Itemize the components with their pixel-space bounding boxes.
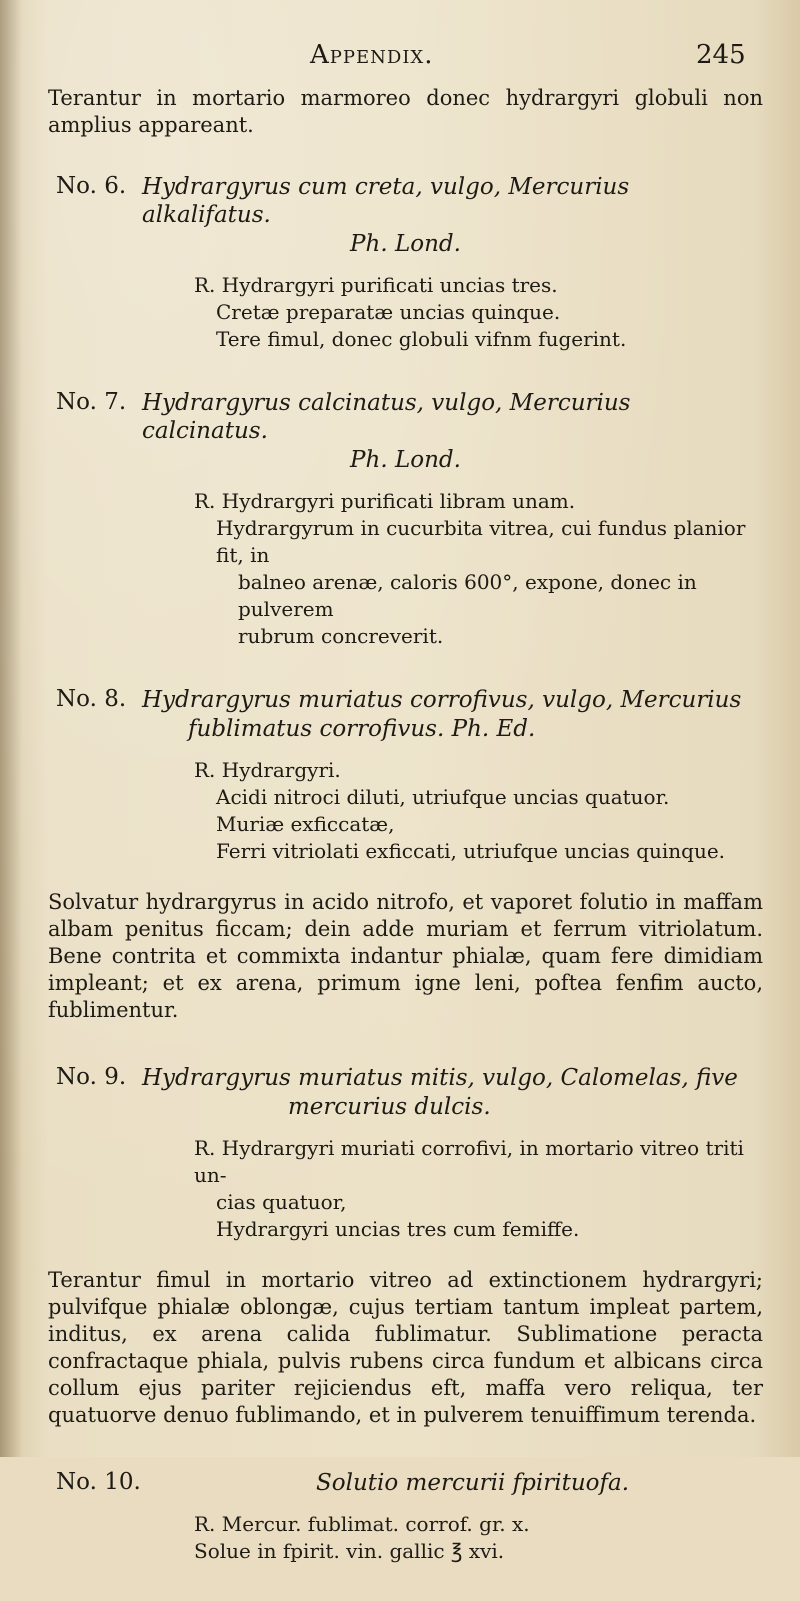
recipe-entry-8 — [48, 686, 763, 865]
recipe-lines — [48, 757, 763, 865]
recipe-line: R. Mercur. fublimat. corrof. gr. x. — [194, 1512, 530, 1536]
recipe-entry-9 — [48, 1064, 763, 1243]
recipe-line: cias quatuor, — [216, 1190, 347, 1214]
entry-title: Hydrargyrus cum creta, vulgo, Mercurius alkalifatus. — [142, 174, 630, 228]
recipe-entry-10 — [48, 1469, 763, 1565]
recipe-line: R. Hydrargyri muriati corrofivi, in mortario vitreo triti un- — [194, 1136, 744, 1187]
entry-heading — [48, 389, 763, 445]
entry-subtitle: mercurius dulcis. — [288, 1094, 491, 1120]
page-gutter-shadow — [0, 0, 22, 1457]
running-head: Appendix. — [310, 40, 434, 70]
recipe-line: Hydrargyrum in cucurbita vitrea, cui fundus planior fit, in — [216, 516, 746, 567]
entry-title: Hydrargyrus muriatus mitis, vulgo, Calomelas, five — [142, 1065, 738, 1091]
recipe-line: R. Hydrargyri purificati uncias tres. — [194, 273, 558, 297]
paragraph-procedure-9: Terantur fimul in mortario vitreo ad extinctionem hydrargyri; pulvifque phialæ oblongæ, cujus tertiam tantum impleat partem, inditus, ex arena calida fublimatur. Sublimatione peracta confractaque phiala, pulvis rubens circa fundum et albicans circa collum ejus pariter rejiciendus eft, maffa vero reliqua, ter quatuorve denuo fublimando, et in pulverem tenuiffimum terenda. — [48, 1268, 763, 1427]
recipe-line: Acidi nitroci diluti, utriufque uncias quatuor. — [216, 785, 670, 809]
entry-title: Hydrargyrus calcinatus, vulgo, Mercurius calcinatus. — [142, 390, 631, 444]
entry-heading — [48, 686, 763, 714]
entry-number: No. 10. — [56, 1469, 141, 1495]
recipe-line: Cretæ preparatæ uncias quinque. — [216, 300, 561, 324]
paragraph-procedure-8: Solvatur hydrargyrus in acido nitrofo, et vaporet folutio in maffam albam penitus ficcam; dein adde muriam et ferrum vitriolatum. Bene contrita et commixta indantur phialæ, quam fere dimidiam impleant; et ex arena, primum igne leni, poftea fenfim aucto, fublimentur. — [48, 890, 763, 1022]
recipe-line: Tere fimul, donec globuli vifnm fugerint. — [216, 327, 627, 351]
entry-heading — [48, 1064, 763, 1092]
recipe-line: R. Hydrargyri. — [194, 758, 341, 782]
recipe-lines — [48, 1511, 763, 1565]
recipe-line: Muriæ exficcatæ, — [216, 812, 395, 836]
entry-number: No. 6. — [56, 173, 127, 199]
recipe-line: Hydrargyri uncias tres cum femiffe. — [216, 1217, 580, 1241]
entry-heading — [48, 173, 763, 229]
entry-title: Hydrargyrus muriatus corrofivus, vulgo, Mercurius — [142, 687, 742, 713]
page-header — [0, 28, 800, 78]
recipe-entry-6 — [48, 173, 763, 353]
page-number: 245 — [696, 40, 746, 70]
entry-subtitle: fublimatus corrofivus. Ph. Ed. — [188, 716, 536, 742]
recipe-line: R. Hydrargyri purificati libram unam. — [194, 489, 576, 513]
recipe-lines — [48, 272, 763, 353]
recipe-line: Ferri vitriolati exficcati, utriufque uncias quinque. — [216, 839, 726, 863]
entry-number: No. 8. — [56, 686, 127, 712]
recipe-line: Solue in fpirit. vin. gallic ℥ xvi. — [194, 1539, 505, 1563]
recipe-lines — [48, 1135, 763, 1243]
entry-heading — [48, 1469, 763, 1497]
recipe-line: rubrum concreverit. — [238, 624, 444, 648]
entry-pharmacopoeia: Ph. Lond. — [350, 231, 461, 257]
recipe-lines — [48, 488, 763, 650]
entry-number: No. 7. — [56, 389, 127, 415]
page-content — [48, 85, 763, 1601]
intro-paragraph: Terantur in mortario marmoreo donec hydrargyri globuli non amplius appareant. — [48, 86, 763, 137]
recipe-entry-7 — [48, 389, 763, 650]
entry-title: Solutio mercurii fpirituofa. — [316, 1470, 630, 1496]
recipe-line: balneo arenæ, caloris 600°, expone, donec in pulverem — [238, 570, 697, 621]
entry-number: No. 9. — [56, 1064, 127, 1090]
entry-pharmacopoeia: Ph. Lond. — [350, 447, 461, 473]
